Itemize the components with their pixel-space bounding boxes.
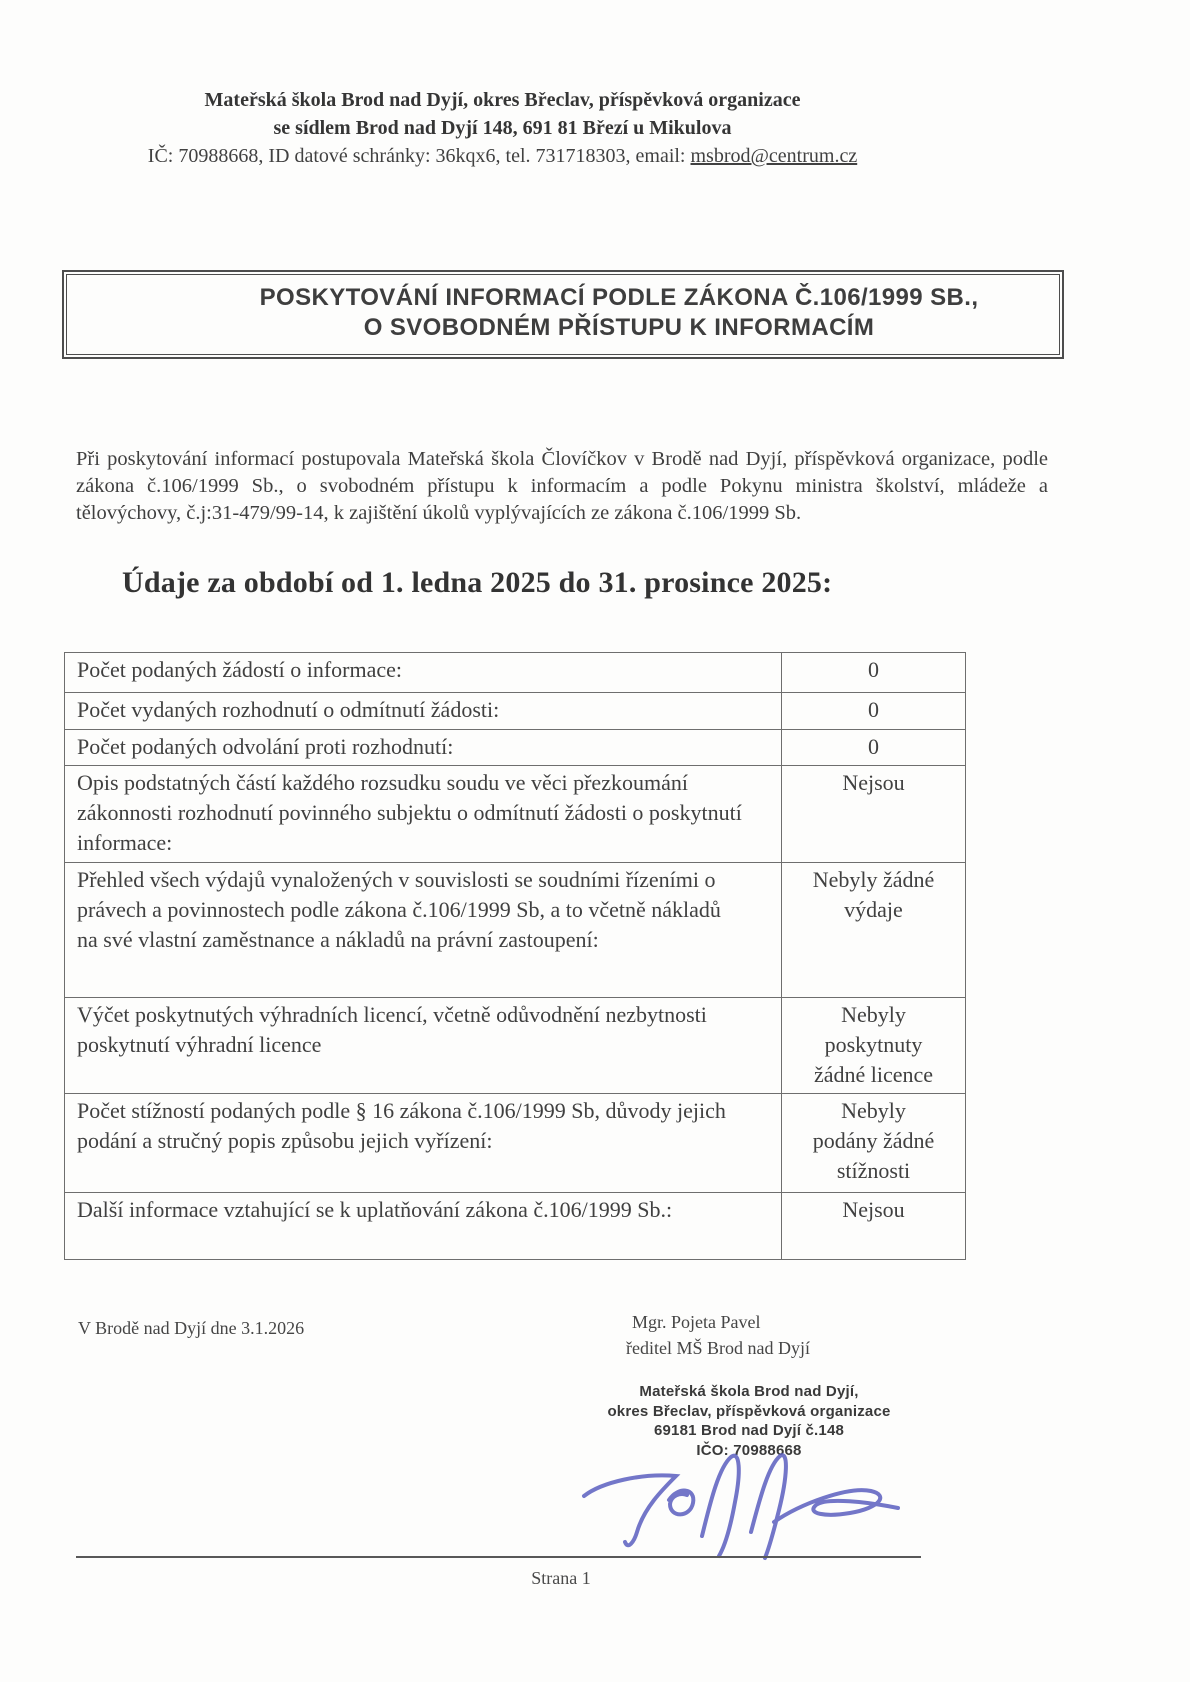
row-label: Další informace vztahující se k uplatňování zákona č.106/1999 Sb.:: [65, 1193, 782, 1260]
email-link[interactable]: msbrod@centrum.cz: [690, 145, 858, 167]
table-row: [65, 1094, 966, 1193]
handwritten-signature: [568, 1446, 908, 1564]
title-line1: POSKYTOVÁNÍ INFORMACÍ PODLE ZÁKONA Č.106/1999 SB.,: [259, 284, 979, 311]
row-label: Počet podaných odvolání proti rozhodnutí:: [65, 730, 782, 766]
table-row: [65, 766, 966, 863]
row-label: Počet stížností podaných podle § 16 zákona č.106/1999 Sb, důvody jejich podání a stručný popis způsobu jejich vyřízení:: [65, 1094, 782, 1193]
title-box-inner: [66, 274, 1060, 355]
letterhead-line2: se sídlem Brod nad Dyjí 148, 691 81 Březí u Mikulova: [273, 117, 732, 139]
stamp-line2: okres Břeclav, příspěvková organizace: [607, 1402, 891, 1420]
row-value: Nebyly žádné výdaje: [782, 863, 966, 998]
letterhead-line1: Mateřská škola Brod nad Dyjí, okres Břeclav, příspěvková organizace: [204, 89, 801, 111]
stamp-line4: IČO: 70988668: [696, 1441, 802, 1459]
page-number: Strana 1: [531, 1568, 591, 1588]
signature-stroke: [669, 1491, 693, 1515]
table-row: [65, 730, 966, 766]
intro-paragraph: Při poskytování informací postupovala Mateřská škola Človíčkov v Brodě nad Dyjí, příspěvková organizace, podle zákona č.106/1999 Sb., o svobodném přístupu k informacím a podle Pokynu ministra školství, mládeže a tělovýchovy, č.j:31-479/99-14, k zajištění úkolů vyplývajících ze zákona č.106/1999 Sb.: [76, 448, 1048, 524]
stamp-line3: 69181 Brod nad Dyjí č.148: [653, 1422, 845, 1439]
title-line2: O SVOBODNÉM PŘÍSTUPU K INFORMACÍM: [363, 314, 875, 341]
info-table: [64, 652, 966, 1260]
row-value: 0: [782, 730, 966, 766]
row-value: Nejsou: [782, 1193, 966, 1260]
section-heading: Údaje za období od 1. ledna 2025 do 31. prosince 2025:: [122, 566, 833, 599]
row-label: Opis podstatných částí každého rozsudku soudu ve věci přezkoumání zákonnosti rozhodnutí povinného subjektu o odmítnutí žádosti o poskytnutí informace:: [65, 766, 782, 863]
row-label: Přehled všech výdajů vynaložených v souvislosti se soudními řízeními o právech a povinnostech podle zákona č.106/1999 Sb, a to včetně nákladů na své vlastní zaměstnance a nákladů na právní zastoupení:: [65, 863, 782, 998]
row-label: Počet vydaných rozhodnutí o odmítnutí žádosti:: [65, 693, 782, 730]
stamp-line1: Mateřská škola Brod nad Dyjí,: [639, 1383, 859, 1400]
row-value: Nebyly poskytnuty žádné licence: [782, 998, 966, 1094]
signoff-name: Mgr. Pojeta Pavel: [632, 1312, 761, 1332]
row-value: Nejsou: [782, 766, 966, 863]
letterhead-line3: [0, 142, 1005, 170]
signature-stroke: [702, 1456, 739, 1556]
table-row: [65, 863, 966, 998]
footer-divider: [76, 1556, 921, 1558]
signoff-place-date: V Brodě nad Dyjí dne 3.1.2026: [78, 1318, 305, 1338]
table-row: [65, 653, 966, 693]
row-label: Počet podaných žádostí o informace:: [65, 653, 782, 693]
signature-stroke: [751, 1455, 786, 1558]
table-row: [65, 1193, 966, 1260]
signature-stroke: [584, 1475, 676, 1545]
title-box: [62, 270, 1064, 359]
school-letterhead: [0, 86, 1005, 170]
table-row: [65, 693, 966, 730]
signature-stroke: [774, 1490, 898, 1522]
signoff-role: ředitel MŠ Brod nad Dyjí: [626, 1338, 810, 1358]
row-value: 0: [782, 693, 966, 730]
row-value: 0: [782, 653, 966, 693]
row-value: Nebyly podány žádné stížnosti: [782, 1094, 966, 1193]
table-row: [65, 998, 966, 1094]
letterhead-contact-text: IČ: 70988668, ID datové schránky: 36kqx6, tel. 731718303, email:: [147, 145, 691, 167]
row-label: Výčet poskytnutých výhradních licencí, včetně odůvodnění nezbytnosti poskytnutí výhradní licence: [65, 998, 782, 1094]
